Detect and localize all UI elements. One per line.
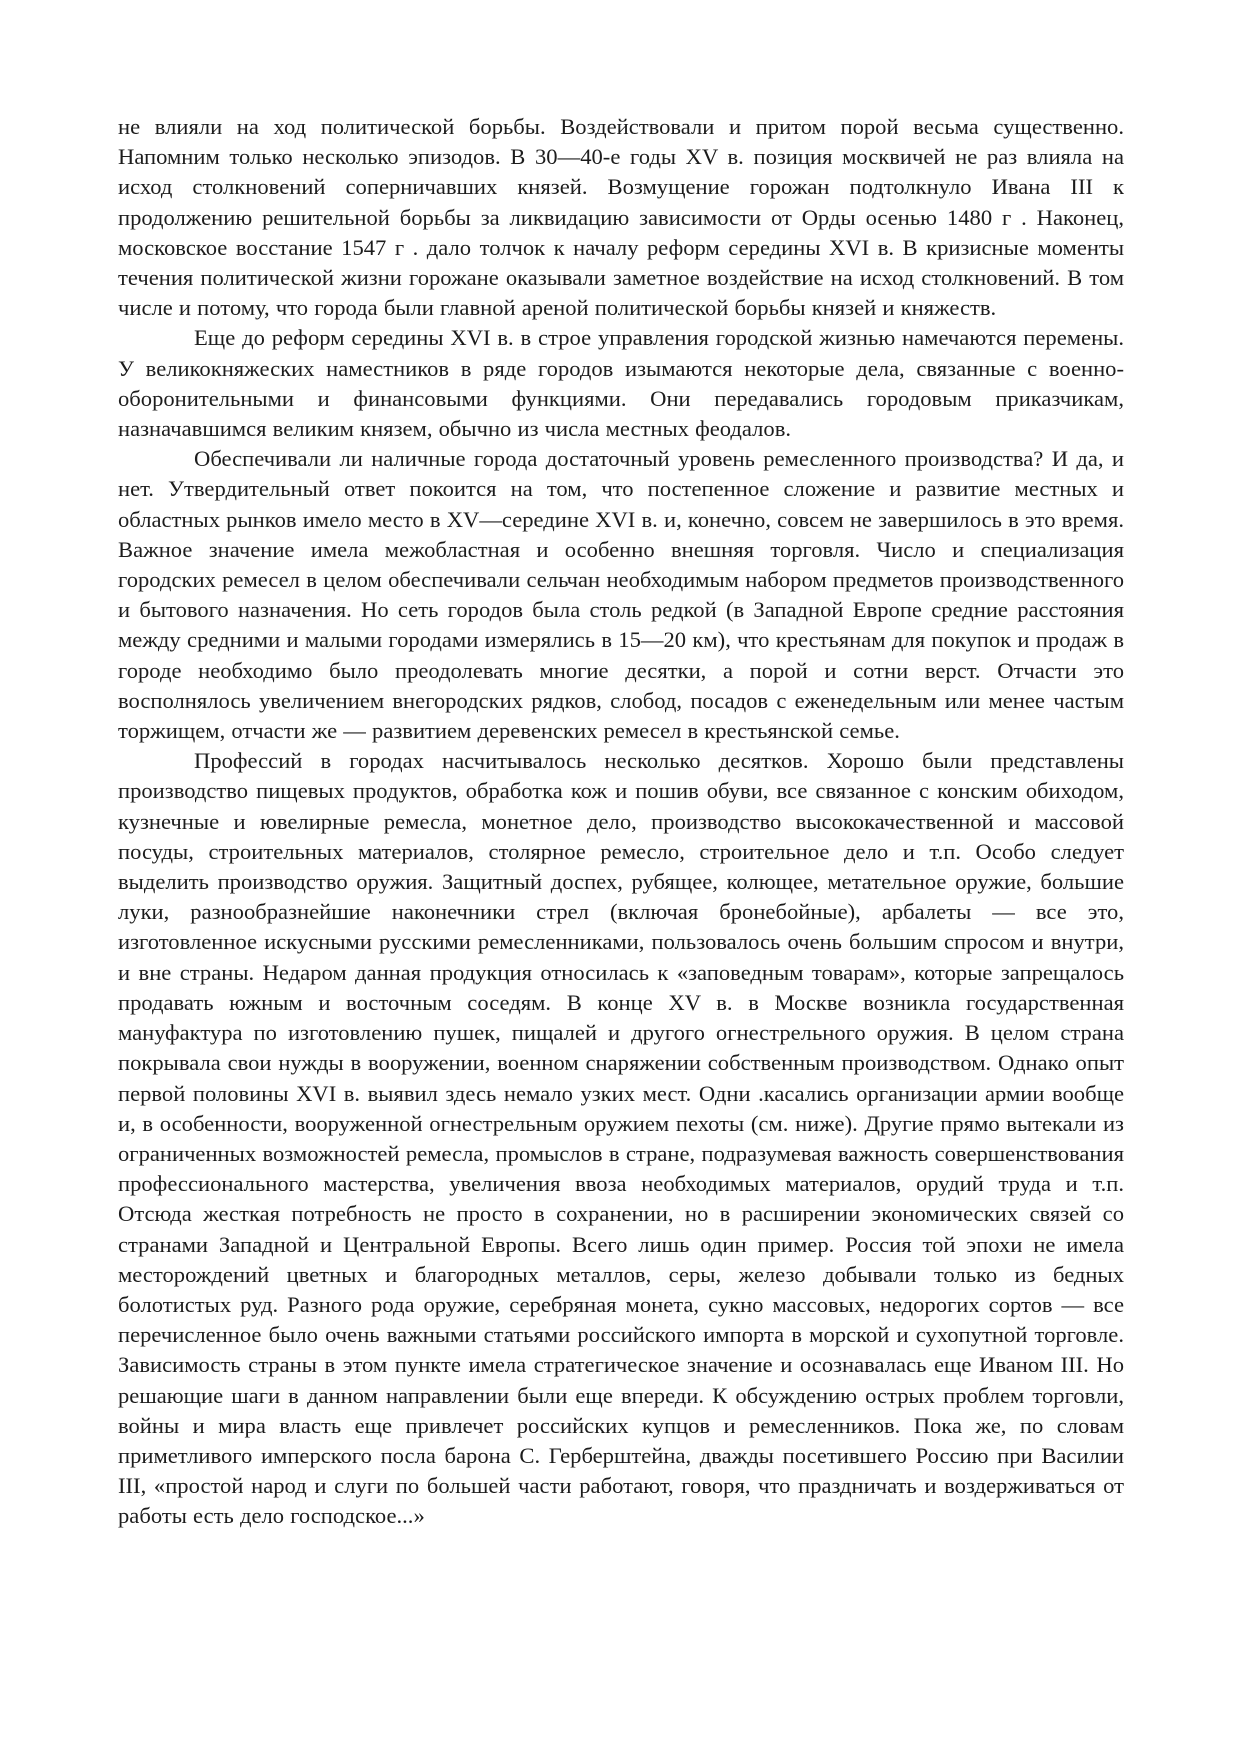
- document-body: [118, 112, 1124, 1532]
- paragraph-3: Обеспечивали ли наличные города достаточный уровень ремесленного производства? И да, и нет. Утвердительный ответ покоится на том, что постепенное сложение и развитие местных и областных рынков имело место в XV—середине XVI в. и, конечно, совсем не завершилось в это время. Важное значение имела межобластная и особенно внешняя торговля. Число и специализация городских ремесел в целом обеспечивали сельчан необходимым набором предметов производственного и бытового назначения. Но сеть городов была столь редкой (в Западной Европе средние расстояния между средними и малыми городами измерялись в 15—20 км), что крестьянам для покупок и продаж в городе необходимо было преодолевать многие десятки, а порой и сотни верст. Отчасти это восполнялось увеличением внегородских рядков, слобод, посадов с еженедельным или менее частым торжищем, отчасти же — развитием деревенских ремесел в крестьянской семье.: [118, 446, 1124, 744]
- paragraph-2: Еще до реформ середины XVI в. в строе управления городской жизнью намечаются перемены. У великокняжеских наместников в ряде городов изымаются некоторые дела, связанные с военно-оборонительными и финансовыми функциями. Они передавались городовым приказчикам, назначавшимся великим князем, обычно из числа местных феодалов.: [118, 325, 1124, 442]
- paragraph-4: Профессий в городах насчитывалось несколько десятков. Хорошо были представлены производство пищевых продуктов, обработка кож и пошив обуви, все связанное с конским обиходом, кузнечные и ювелирные ремесла, монетное дело, производство высококачественной и массовой посуды, строительных материалов, столярное ремесло, строительное дело и т.п. Особо следует выделить производство оружия. Защитный доспех, рубящее, колющее, метательное оружие, большие луки, разнообразнейшие наконечники стрел (включая бронебойные), арбалеты — все это, изготовленное искусными русскими ремесленниками, пользовалось очень большим спросом и внутри, и вне страны. Недаром данная продукция относилась к «заповедным товарам», которые запрещалось продавать южным и восточным соседям. В конце XV в. в Москве возникла государственная мануфактура по изготовлению пушек, пищалей и другого огнестрельного оружия. В целом страна покрывала свои нужды в вооружении, военном снаряжении собственным производством. Однако опыт первой половины XVI в. выявил здесь немало узких мест. Одни .касались организации армии вообще и, в особенности, вооруженной огнестрельным оружием пехоты (см. ниже). Другие прямо вытекали из ограниченных возможностей ремесла, промыслов в стране, подразумевая важность совершенствования профессионального мастерства, увеличения ввоза необходимых материалов, орудий труда и т.п. Отсюда жесткая потребность не просто в сохранении, но в расширении экономических связей со странами Западной и Центральной Европы. Всего лишь один пример. Россия той эпохи не имела месторождений цветных и благородных металлов, серы, железо добывали только из бедных болотистых руд. Разного рода оружие, серебряная монета, сукно массовых, недорогих сортов — все перечисленное было очень важными статьями российского импорта в морской и сухопутной торговле. Зависимость страны в этом пункте имела стратегическое значение и осознавалась еще Иваном III. Но решающие шаги в данном направлении были еще впереди. К обсуждению острых проблем торговли, войны и мира власть еще привлечет российских купцов и ремесленников. Пока же, по словам приметливого имперского посла барона С. Герберштейна, дважды посетившего Россию при Василии III, «простой народ и слуги по большей части работают, говоря, что праздничать и воздерживаться от работы есть дело господское...»: [118, 748, 1124, 1529]
- paragraph-1: не влияли на ход политической борьбы. Воздействовали и притом порой весьма существенно. Напомним только несколько эпизодов. В 30—40-е годы XV в. позиция москвичей не раз влияла на исход столкновений соперничавших князей. Возмущение горожан подтолкнуло Ивана III к продолжению решительной борьбы за ликвидацию зависимости от Орды осенью 1480 г . Наконец, московское восстание 1547 г . дало толчок к началу реформ середины XVI в. В кризисные моменты течения политической жизни горожане оказывали заметное воздействие на исход столкновений. В том числе и потому, что города были главной ареной политической борьбы князей и княжеств.: [118, 114, 1124, 321]
